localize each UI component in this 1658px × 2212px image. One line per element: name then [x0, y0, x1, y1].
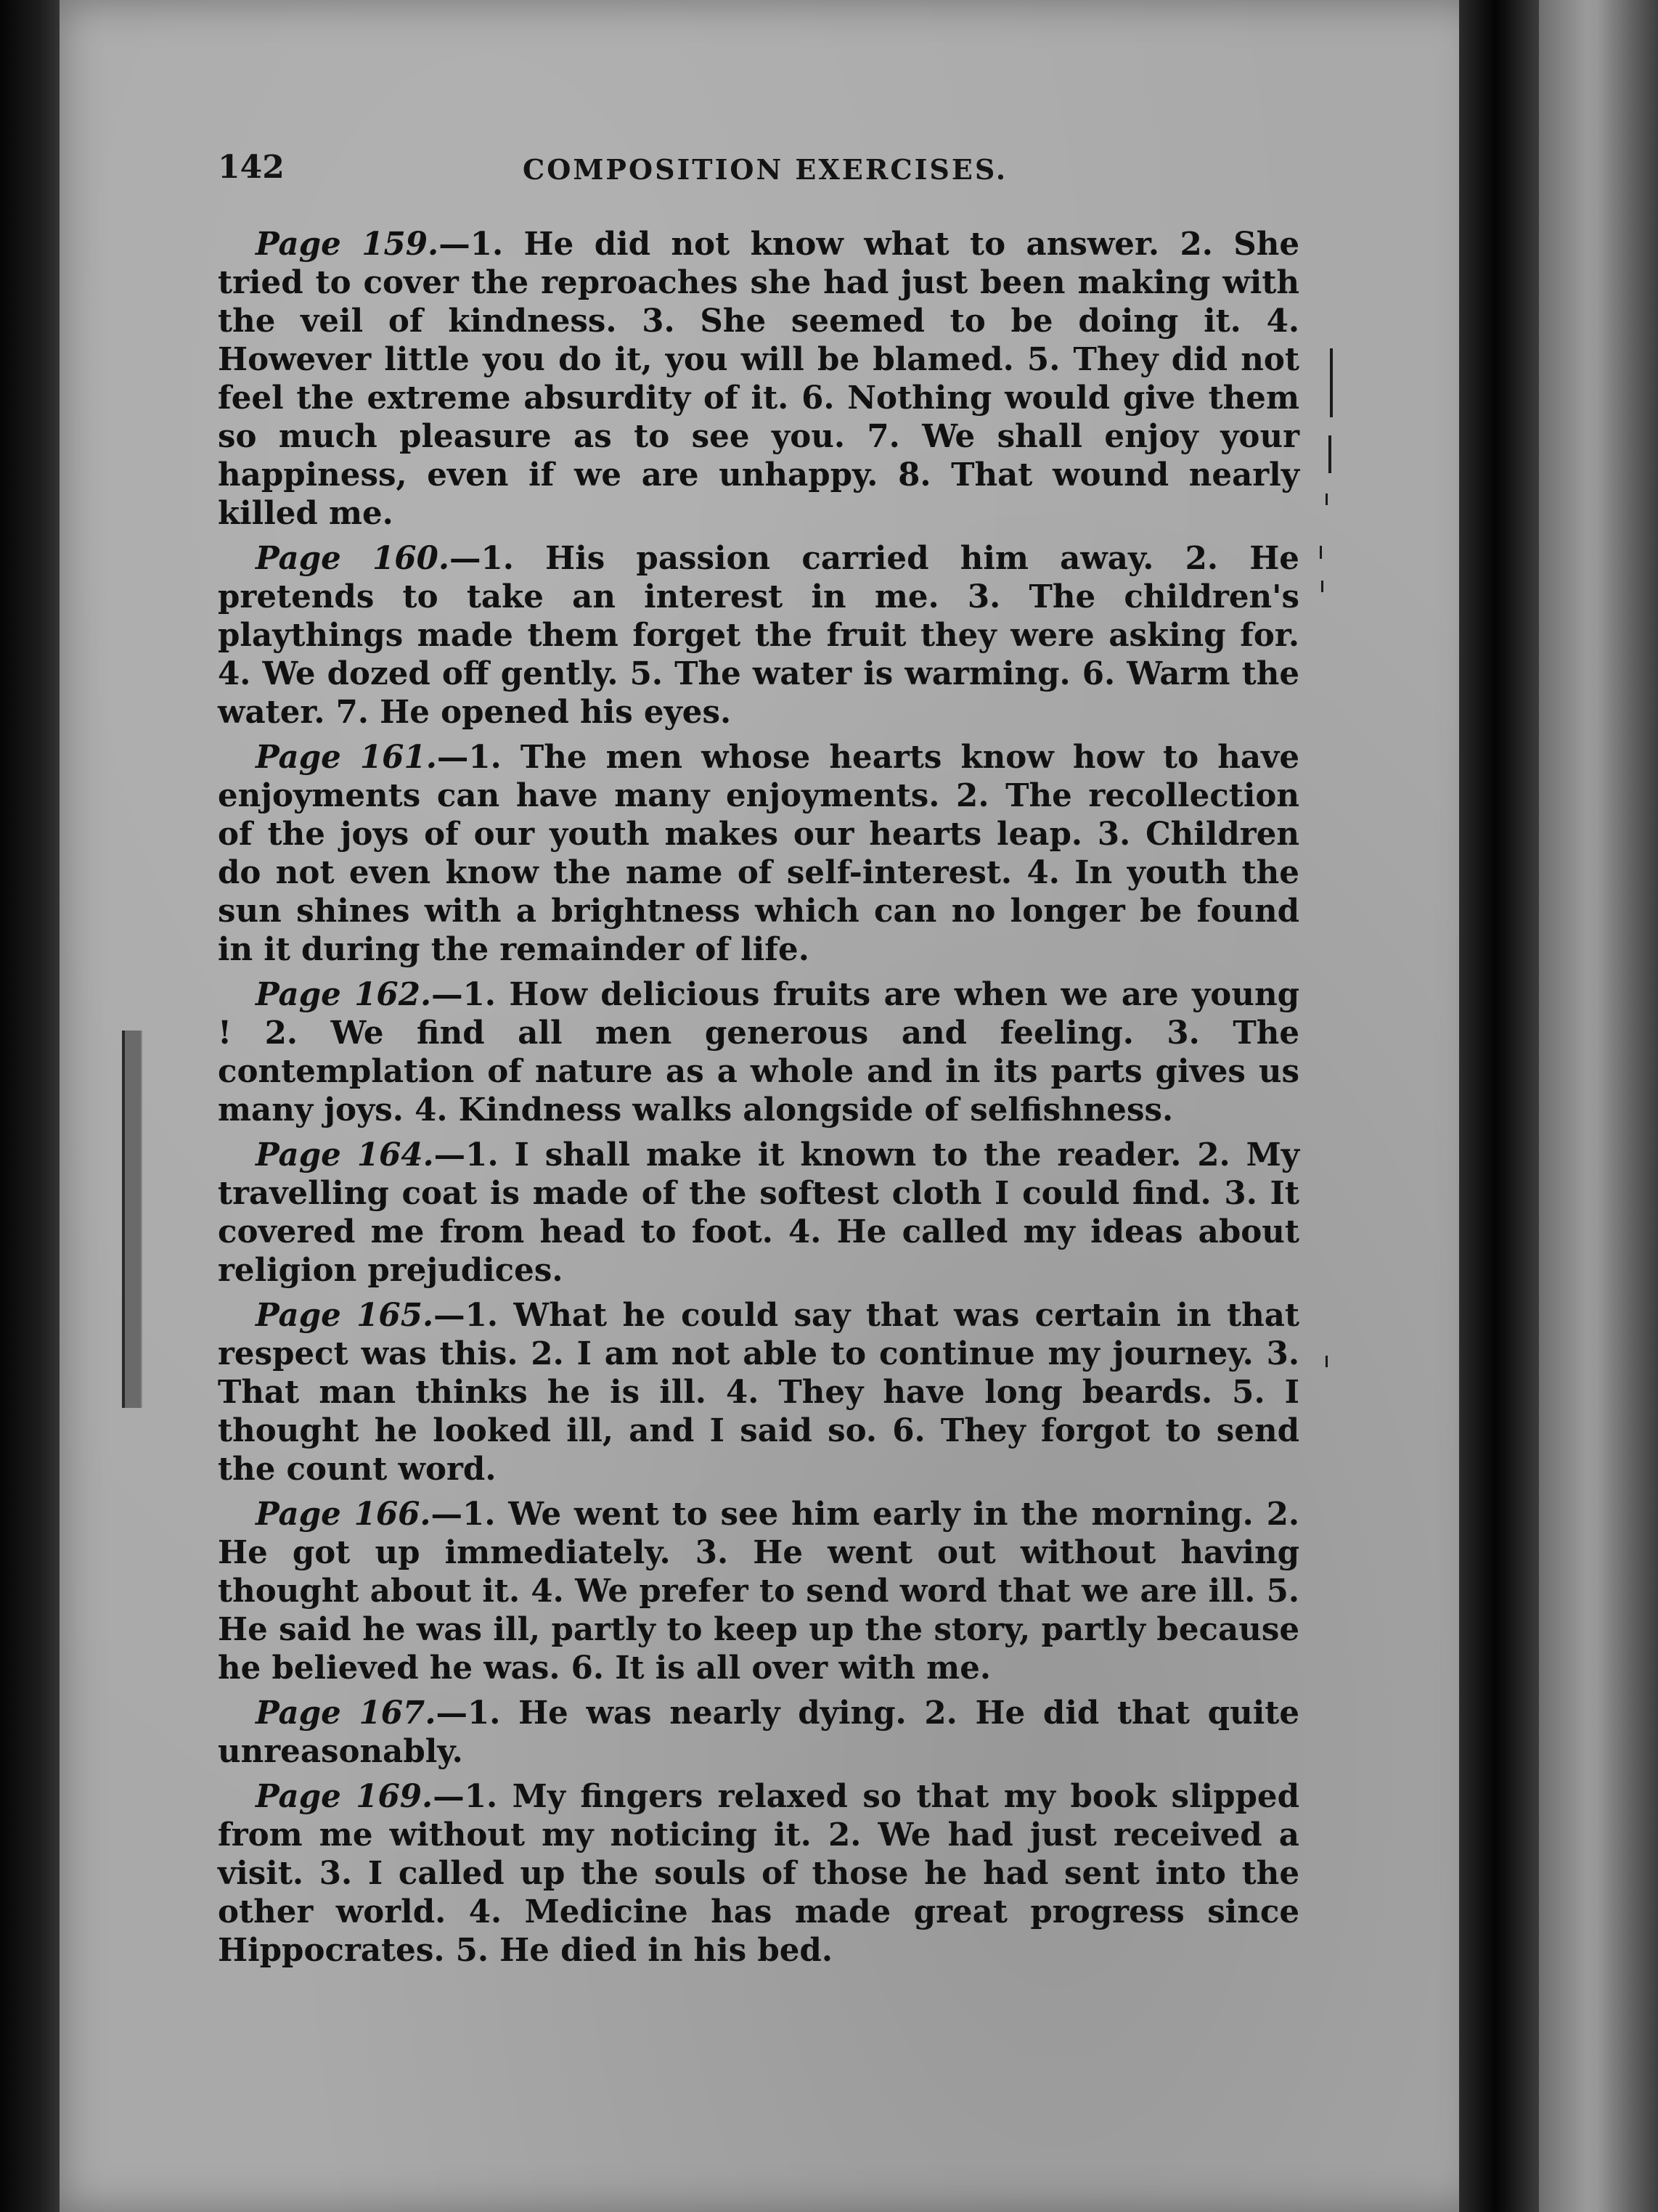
margin-pencil-mark [1326, 1356, 1328, 1367]
page-reference: Page 165. [256, 1297, 434, 1334]
running-title: COMPOSITION EXERCISES. [523, 153, 1008, 186]
scan-left-margin [0, 0, 65, 2212]
entry-text: —1. His passion carried him away. 2. He pretends to take an interest in me. 3. The children's playthings made them forget the fruit they were asking for. 4. We dozed off gently. 5. The water is warming. 6. Warm the water. 7. He opened his eyes. [218, 540, 1299, 731]
entry-text: —1. What he could say that was certain in that respect was this. 2. I am not able to continue my journey. 3. That man thinks he is ill. 4. They have long beards. 5. I thought he looked ill, and I said so. 6. They forgot to send the count word. [218, 1297, 1299, 1488]
entry-text: —1. How delicious fruits are when we are young ! 2. We find all men generous and feeling. 3. The contemplation of nature as a whole and in its parts gives us many joys. 4. Kindness walks alongside of selfishness. [218, 976, 1299, 1128]
entry-text: —1. The men whose hearts know how to have enjoyments can have many enjoyments. 2. The recollection of the joys of our youth makes our hearts leap. 3. Children do not even know the name of self-interest. 4. In youth the sun shines with a brightness which can no longer be found in it during the remainder of life. [218, 739, 1299, 968]
page-reference: Page 162. [256, 976, 432, 1013]
margin-pencil-mark [1328, 435, 1331, 473]
exercise-entry [218, 1136, 1299, 1290]
page-reference: Page 169. [256, 1778, 433, 1815]
margin-pencil-mark [1330, 348, 1333, 417]
exercise-entry [218, 738, 1299, 969]
page-reference: Page 159. [256, 226, 439, 263]
margin-pencil-mark [1320, 546, 1322, 559]
page-reference: Page 167. [256, 1695, 436, 1732]
book-gutter [1459, 0, 1539, 2212]
entry-text: —1. We went to see him early in the morning. 2. He got up immediately. 3. He went out without having thought about it. 4. We prefer to send word that we are ill. 5. He said he was ill, partly to keep up the story, partly because he believed he was. 6. It is all over with me. [218, 1496, 1299, 1687]
exercise-entry [218, 1694, 1299, 1771]
entry-text: —1. He did not know what to answer. 2. She tried to cover the reproaches she had just been making with the veil of kindness. 3. She seemed to be doing it. 4. However little you do it, you will be blamed. 5. They did not feel the extreme absurdity of it. 6. Nothing would give them so much pleasure as to see you. 7. We shall enjoy your happiness, even if we are unhappy. 8. That wound nearly killed me. [218, 226, 1299, 532]
exercise-entry [218, 1495, 1299, 1687]
entry-text: —1. He was nearly dying. 2. He did that quite unreasonably. [218, 1695, 1299, 1770]
torn-paper-fragment [122, 1031, 142, 1408]
exercise-answers [218, 225, 1299, 1976]
exercise-entry [218, 539, 1299, 732]
page-number: 142 [218, 149, 285, 186]
exercise-entry [218, 1296, 1299, 1488]
exercise-entry [218, 1777, 1299, 1970]
page-reference: Page 161. [256, 739, 437, 776]
margin-pencil-mark [1326, 493, 1328, 505]
page-reference: Page 166. [256, 1496, 431, 1533]
facing-page-shadow [1597, 0, 1658, 2212]
exercise-entry [218, 975, 1299, 1129]
page-reference: Page 164. [256, 1136, 434, 1173]
page-header [218, 149, 1307, 192]
exercise-entry [218, 225, 1299, 533]
entry-text: —1. I shall make it known to the reader. 2. My travelling coat is made of the softest cloth I could find. 3. It covered me from head to foot. 4. He called my ideas about religion prejudices. [218, 1136, 1299, 1289]
entry-text: —1. My fingers relaxed so that my book slipped from me without my noticing it. 2. We had just received a visit. 3. I called up the souls of those he had sent into the other world. 4. Medicine has made great progress since Hippocrates. 5. He died in his bed. [218, 1778, 1299, 1969]
margin-pencil-mark [1321, 581, 1323, 592]
page-reference: Page 160. [256, 540, 449, 577]
